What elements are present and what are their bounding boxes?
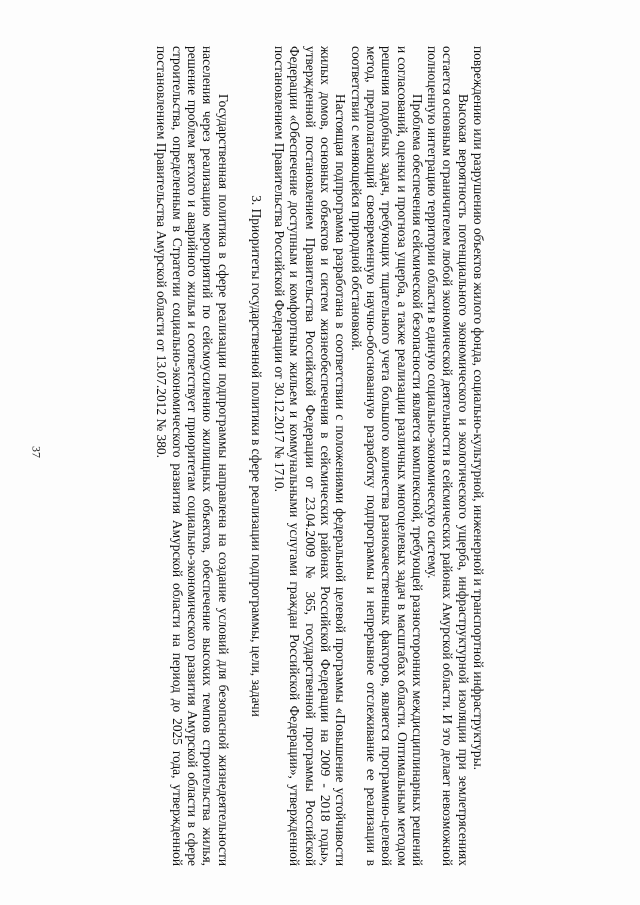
paragraph-5: Государственная политика в сфере реализации подпрограммы направлена на создание условий для безопасной жизнедеятельности населения через реализацию мероприятий по сейсмоусилению жилищных объектов, обеспечение высоких темпов строительства жилья, решение проблем ветхого и аварийного жилья и соответствует приоритетам социально-экономического развития Амурской области в сфере строительства, определенным в Стратегии социально-экономического развития Амурской области на период до 2025 года, утвержденной постановлением Правительства Амурской области от 13.07.2012 № 380. — [154, 46, 231, 866]
paragraph-3: Проблема обеспечения сейсмической безопасности является комплексной, требующей разносторонних междисциплинарных решений и согласований, оценки и прогноза ущерба, а также реализации различных многоцелевых задач в масштабах области. Оптимальным методом решения подобных задач, требующих тщательного учета большого количества разнокачественных факторов, является программно-целевой метод, предполагающий своевременную научно-обоснованную разработку подпрограммы и непрерывное отслеживание ее реализации в соответствии с меняющейся природной обстановкой. — [348, 46, 425, 866]
body-text — [106, 46, 486, 866]
section-heading: 3. Приоритеты государственной политики в сфере реализации подпрограммы, цели, задачи — [248, 195, 264, 717]
paragraph-4: Настоящая подпрограмма разработана в соответствии с положениями федеральной целевой программы «Повышение устойчивости жилых домов, основных объектов и систем жизнеобеспечения в сейсмических районах Российской Федерации на 2009 - 2018 годы», утвержденной постановлением Правительства Российской Федерации от 23.04.2009 № 365, государственной программы Российской Федерации «Обеспечение доступным и комфортным жильем и коммунальными услугами граждан Российской Федерации», утвержденной постановлением Правительства Российской Федерации от 30.12.2017 № 1710. — [272, 46, 349, 866]
paragraph-1: повреждению или разрушению объектов жилого фонда, социально-культурной, инженерной и транспортной инфраструктуры. — [471, 46, 486, 770]
rotated-text-block — [106, 46, 486, 866]
paragraph-2: Высокая вероятность потенциального экономического и экологического ущерба, инфраструктурной изоляции при землетрясениях остается основным ограничителем любой экономической деятельности в сейсмических районах Амурской области. И это делает невозможной полноценную интеграцию территории области в единую социально-экономическую систему. — [425, 46, 471, 866]
page-number: 37 — [29, 446, 44, 458]
